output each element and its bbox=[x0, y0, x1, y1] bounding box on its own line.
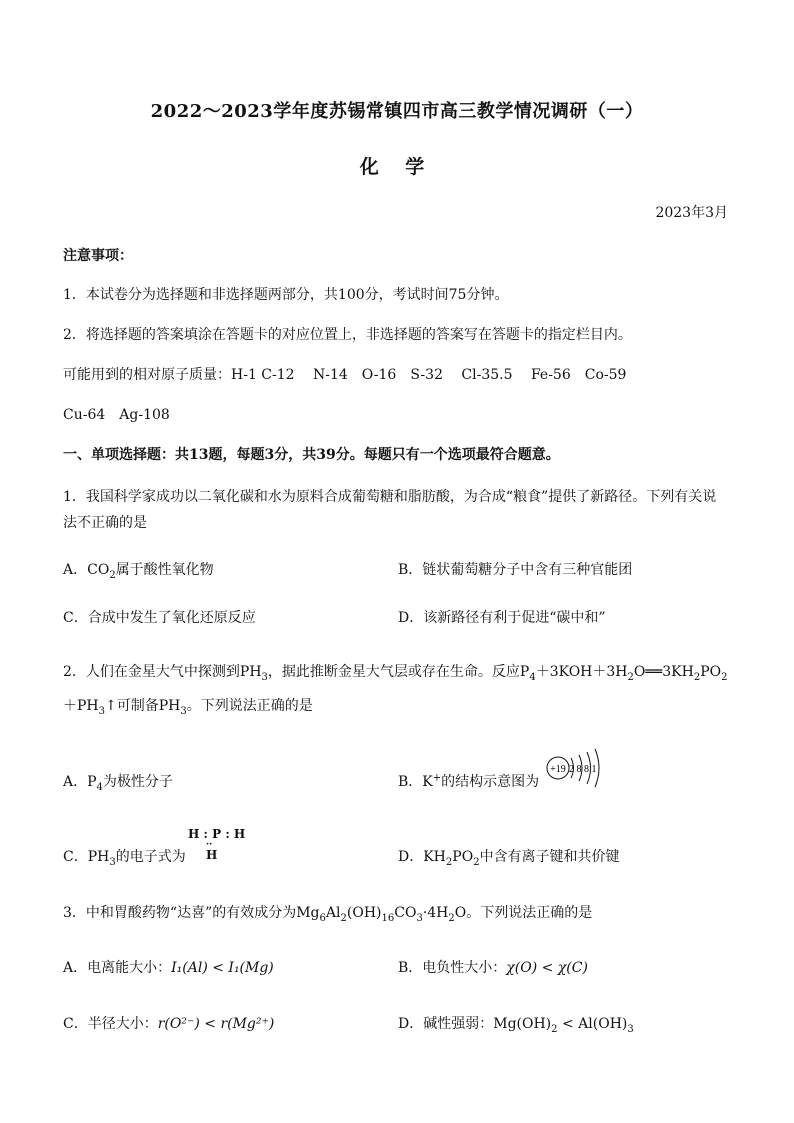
subscript: 2 bbox=[693, 671, 701, 683]
q2-option-b-text-end: 的结构示意图为 bbox=[441, 774, 540, 790]
q3-option-d-expression: < Al(OH) bbox=[557, 1016, 628, 1032]
q2-text: PO bbox=[700, 664, 722, 680]
exam-title: 2022～2023学年度苏锡常镇四市高三教学情况调研（一） bbox=[150, 101, 644, 122]
ph3-lewis-bottom: H bbox=[206, 848, 218, 862]
subscript: 3 bbox=[416, 912, 423, 924]
subscript: 2 bbox=[721, 671, 728, 683]
nucleus-label: +19 bbox=[550, 764, 566, 775]
q2-stem-line-2 bbox=[63, 695, 313, 717]
subscript: 3 bbox=[627, 1023, 634, 1035]
q3-option-a-expression: I₁(Al) < I₁(Mg) bbox=[171, 960, 274, 976]
q3-option-c-text: C．半径大小： bbox=[63, 1016, 158, 1032]
subscript: 6 bbox=[319, 912, 326, 924]
subscript: 2 bbox=[551, 1023, 558, 1035]
subscript: 2 bbox=[473, 856, 480, 868]
subscript: 2 bbox=[445, 856, 453, 868]
q2-text: O══3KH bbox=[633, 664, 694, 680]
subscript: 4 bbox=[529, 671, 536, 683]
subscript: 3 bbox=[261, 671, 268, 683]
q1-stem-line-1: 1．我国科学家成功以二氧化碳和水为原料合成葡萄糖和脂肪酸，为合成“粮食”提供了新路径。下列有关说 bbox=[63, 489, 717, 505]
q3-text: 3．中和胃酸药物“达喜”的有效成分为Mg bbox=[63, 905, 320, 921]
q2-option-d-text: D．KH bbox=[398, 849, 446, 865]
shell-electron-counts: 2 8 8 1 bbox=[569, 764, 597, 775]
notes-item-2: 2．将选择题的答案填涂在答题卡的对应位置上，非选择题的答案写在答题卡的指定栏目内。 bbox=[63, 327, 632, 343]
notes-item-1: 1．本试卷分为选择题和非选择题两部分，共100分，考试时间75分钟。 bbox=[63, 287, 509, 303]
q1-option-b: B．链状葡萄糖分子中含有三种官能团 bbox=[398, 562, 633, 578]
q3-option-d-expression: Mg(OH) bbox=[493, 1016, 552, 1032]
subscript: 2 bbox=[627, 671, 634, 683]
q1-option-a-text-end: 属于酸性氧化物 bbox=[115, 562, 214, 578]
q2-option-a-text: A．P bbox=[63, 774, 97, 790]
q2-option-d bbox=[398, 846, 620, 868]
subscript: 4 bbox=[96, 781, 103, 793]
q3-text: CO bbox=[394, 905, 417, 921]
q3-option-d bbox=[398, 1013, 634, 1035]
q2-option-d-text: PO bbox=[452, 849, 474, 865]
subscript: 3 bbox=[98, 705, 106, 717]
subscript: 16 bbox=[381, 912, 395, 924]
q3-text: ·4H bbox=[422, 905, 449, 921]
q3-text: Al bbox=[325, 905, 341, 921]
q2-option-c-text: C．PH bbox=[63, 849, 110, 865]
q2-text: 2．人们在金星大气中探测到PH bbox=[63, 664, 262, 680]
q3-option-b-expression: χ(O) < χ(C) bbox=[506, 960, 588, 976]
q2-option-b-text: B．K bbox=[398, 774, 433, 790]
q3-option-b bbox=[398, 957, 588, 977]
subscript: 3 bbox=[109, 856, 116, 868]
section-1-heading: 一、单项选择题：共13题，每题3分，共39分。每题只有一个选项最符合题意。 bbox=[63, 447, 560, 463]
atomic-masses-line-2: Cu-64 Ag-108 bbox=[63, 407, 170, 423]
subscript: 2 bbox=[109, 569, 116, 581]
q2-text: ＋PH bbox=[63, 698, 99, 714]
q3-stem bbox=[63, 902, 592, 924]
q2-text: ＋3KOH＋3H bbox=[535, 664, 628, 680]
q3-text: (OH) bbox=[346, 905, 382, 921]
q1-option-a-text: A．CO bbox=[63, 562, 110, 578]
q2-option-d-text-end: 中含有离子键和共价键 bbox=[479, 849, 620, 865]
subject-title: 化 学 bbox=[359, 156, 435, 178]
ph3-lewis-lone-pair: ·· bbox=[206, 840, 213, 850]
notes-heading: 注意事项： bbox=[63, 248, 133, 264]
q3-option-a bbox=[63, 957, 274, 977]
q1-option-a bbox=[63, 559, 214, 581]
q2-stem-line-1 bbox=[63, 661, 727, 683]
atomic-masses-line-1: 可能用到的相对原子质量：H-1 C-12 N-14 O-16 S-32 Cl-35.5 Fe-56 Co-59 bbox=[63, 367, 627, 383]
subscript: 2 bbox=[448, 912, 455, 924]
subscript: 3 bbox=[180, 705, 187, 717]
ph3-lewis-top: H : P : H bbox=[188, 827, 246, 841]
q2-option-a-text-end: 为极性分子 bbox=[102, 774, 173, 790]
q1-stem-line-2: 法不正确的是 bbox=[63, 515, 147, 531]
q2-text: ，据此推断金星大气层或存在生命。反应P bbox=[267, 664, 530, 680]
q3-option-b-text: B．电负性大小： bbox=[398, 960, 507, 976]
q2-option-b bbox=[398, 771, 539, 791]
q2-text: ↑可制备PH bbox=[105, 698, 181, 714]
potassium-ion-structure-diagram bbox=[544, 748, 606, 792]
q2-option-a bbox=[63, 771, 173, 793]
exam-date: 2023年3月 bbox=[655, 205, 728, 221]
q3-option-c-expression: r(O²⁻) < r(Mg²⁺) bbox=[157, 1016, 275, 1032]
q3-option-c bbox=[63, 1013, 274, 1033]
q1-option-d: D．该新路径有利于促进“碳中和” bbox=[398, 610, 606, 626]
subscript: 2 bbox=[340, 912, 347, 924]
q2-text: 。下列说法正确的是 bbox=[186, 698, 313, 714]
q3-option-d-text: D．碱性强弱： bbox=[398, 1016, 494, 1032]
q3-text: O。下列说法正确的是 bbox=[454, 905, 593, 921]
q3-option-a-text: A．电离能大小： bbox=[63, 960, 172, 976]
q1-option-c: C．合成中发生了氧化还原反应 bbox=[63, 610, 256, 626]
q2-option-c-text-end: 的电子式为 bbox=[115, 849, 186, 865]
superscript: + bbox=[432, 772, 442, 784]
q2-option-c bbox=[63, 846, 186, 868]
